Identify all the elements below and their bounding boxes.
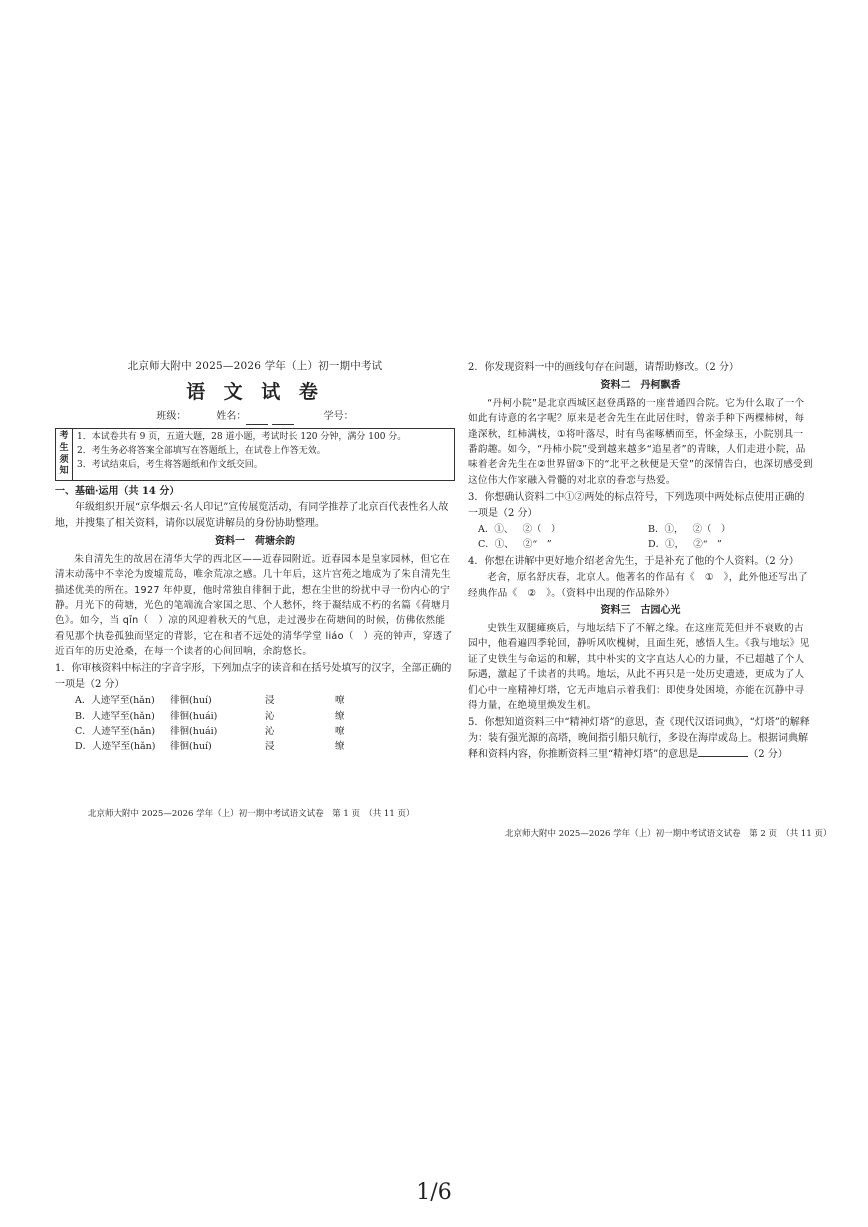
q3-option-a: [478, 522, 648, 537]
footer-right: 北京师大附中 2025—2026 学年（上）初一期中考试语文试卷 第 2 页 （共 11 页）: [505, 829, 832, 839]
option-word: 徘徊(huái): [170, 710, 218, 722]
option-part: D．①，: [648, 539, 685, 551]
q3-option-c: [478, 537, 648, 552]
q1-option-c: [75, 724, 455, 739]
name-label: 姓名：: [216, 411, 247, 423]
q1-option-d: [75, 739, 455, 754]
q3-option-row: [468, 522, 813, 537]
number-label: 学号：: [323, 411, 354, 423]
q3-options: [468, 522, 813, 552]
option-part: C．①、: [478, 539, 514, 551]
option-part: B．①，: [648, 524, 684, 536]
notice-item: 3．考试结束后，考生将答题纸和作文纸交回。: [77, 460, 263, 471]
material1-text: 朱自清先生的故居在清华大学的西北区——近春园附近。近春园本是皇家园林，但它在清末动荡中不幸沦为废墟荒岛，唯余荒凉之感。几十年后，这片宫苑之地成为了朱自清先生描述优美的所在。1927 年仲夏，他时常独自徘徊于此，想在尘世的纷扰中寻一份内心的宁静。月光下的荷塘，光色的笔端流合家国之思、个人愁怀，终于凝结成不朽的名篇《荷塘月色》。如今，当 qīn（ ）凉的风迎着秋天的气息，走过漫步在荷塘间的时候，仿佛依然能看见那个执卷孤独而坚定的背影，它在和者不远处的清华学堂 liáo（ ）亮的钟声，穿透了近百年的历史沧桑，在每一个读者的心间回响，余韵悠长。: [55, 553, 453, 657]
question-1: 1．你审核资料中标注的字音字形，下列加点字的读音和在括号处填写的汉字，全部正确的一项是（2 分）: [55, 663, 452, 691]
section-intro: 年级组织开展“京华烟云·名人印记”宣传展览活动，有同学推荐了北京百代表性名人故地，并搜集了相关资料，请你以展览讲解员的身份协助整理。: [55, 501, 449, 529]
material2-title: 资料二 丹柯飘香: [600, 380, 681, 391]
exam-notice-box: [55, 428, 455, 481]
exam-title: 语 文 试 卷: [186, 380, 324, 403]
option-char: 沁: [265, 725, 275, 737]
option-word: A．人迹罕至(hǎn): [75, 695, 155, 707]
option-char: 嘹: [335, 695, 345, 707]
option-word: C．人迹罕至(hǎn): [75, 725, 156, 737]
option-part: ②（ ）: [692, 524, 731, 536]
name-blank: [246, 414, 268, 425]
option-part: ②“ ”: [522, 539, 552, 551]
q3-option-d: [648, 537, 798, 552]
material3-text: 史铁生双腿瘫痪后，与地坛结下了不解之缘。在这座荒芜但并不衰败的古园中，他看遍四季轮回，静听风吹槐树，且面生死，感悟人生。《我与地坛》见证了史铁生与命运的和解，其中朴实的文字直达人心的力量，不已超越了个人际遇，激起了千读者的共鸣。地坛，从此不再只是一处历史遗迹，更成为了人们心中一座精神灯塔，它无声地启示着我们：即使身处困境，亦能在沉静中寻得力量，在绝境里焕发生机。: [468, 623, 810, 711]
option-word: B．人迹罕至(hǎn): [75, 710, 155, 722]
page-number: 1/6: [416, 1180, 452, 1205]
option-word: 徘徊(huái): [170, 725, 218, 737]
material2-text: “丹柯小院”是北京西城区赵登禹路的一座普通四合院。它为什么取了一个如此有诗意的名字呢？原来是老舍先生在此居住时，曾亲手种下两棵柿树，每逢深秋，红柿满枝，①将叶落尽，时有鸟雀啄栖而至，怀金绿玉，小院别具一番韵趣。如今，“丹柿小院”受到越来越多“追星者”的青睐，人们走进小院，品味着老舍先生在②世界留③下的“北平之秋便是天堂”的深情告白，也深切感受到这位伟大作家融入骨髓的对北京的眷恋与热爱。: [468, 398, 813, 486]
name-field: [216, 409, 293, 425]
left-column: [55, 358, 455, 754]
answer-blank: [698, 747, 748, 757]
section-heading: 一、基础·运用（共 14 分）: [55, 485, 180, 497]
name-blank-2: [272, 414, 294, 425]
student-info-row: [55, 409, 455, 425]
option-part: ②（ ）: [522, 524, 561, 536]
material3-title: 资料三 古园心光: [600, 605, 681, 617]
q3-option-b: [648, 522, 798, 537]
q1-option-a: [75, 693, 455, 708]
option-word: 徘徊(huí): [170, 695, 212, 707]
q5-text: 5．你想知道资料三中“精神灯塔”的意思，查《现代汉语词典》，“灯塔”的解释为：装有强光源的高塔，晚间指引船只航行，多设在海岸或岛上。根据词典解释和资料内容，你推断资料三里“精神灯塔”的意思是: [468, 717, 810, 761]
option-word: D．人迹罕至(hǎn): [75, 740, 156, 752]
q3-option-row: [468, 537, 813, 552]
q1-options: [55, 693, 455, 754]
option-char: 沁: [265, 710, 275, 722]
option-char: 嘹: [335, 725, 345, 737]
option-char: 缭: [335, 710, 345, 722]
option-char: 浸: [265, 695, 275, 707]
school-line: 北京师大附中 2025—2026 学年（上）初一期中考试: [127, 360, 383, 372]
question-2: 2．你发现资料一中的画线句存在问题，请帮助修改。（2 分）: [468, 362, 739, 373]
class-label: 班级：: [156, 411, 187, 423]
notice-item: 1．本试卷共有 9 页，五道大题，28 道小题，考试时长 120 分钟，满分 100 分。: [77, 432, 407, 443]
option-char: 缭: [335, 740, 345, 752]
notice-item: 2．考生务必将答案全部填写在答题纸上，在试卷上作答无效。: [77, 446, 326, 457]
q4-text: 老舍，原名舒庆春，北京人。他著名的作品有《 ① 》，此外他还写出了经典作品《 ② 》。（资料中出现的作品除外）: [468, 572, 808, 599]
question-3: 3．你想确认资料二中①②两处的标点符号，下列选项中两处标点使用正确的一项是（2 分）: [468, 492, 805, 520]
option-part: ②“ ”: [693, 539, 722, 551]
footer-left: 北京师大附中 2025—2026 学年（上）初一期中考试语文试卷 第 1 页 （共 11 页）: [88, 809, 415, 819]
question-5: [468, 715, 813, 763]
q5-score: （2 分）: [748, 749, 788, 761]
q1-option-b: [75, 709, 455, 724]
notice-items: [73, 429, 410, 480]
question-4: 4．你想在讲解中更好地介绍老舍先生，于是补充了他的个人资料。（2 分）: [468, 556, 799, 568]
notice-side-label: 考生须知: [56, 429, 73, 480]
option-word: 徘徊(huí): [170, 740, 212, 752]
material1-title: 资料一 荷塘余韵: [215, 535, 295, 547]
option-part: A．①、: [478, 524, 514, 536]
option-char: 浸: [265, 740, 275, 752]
right-column: [468, 358, 813, 763]
